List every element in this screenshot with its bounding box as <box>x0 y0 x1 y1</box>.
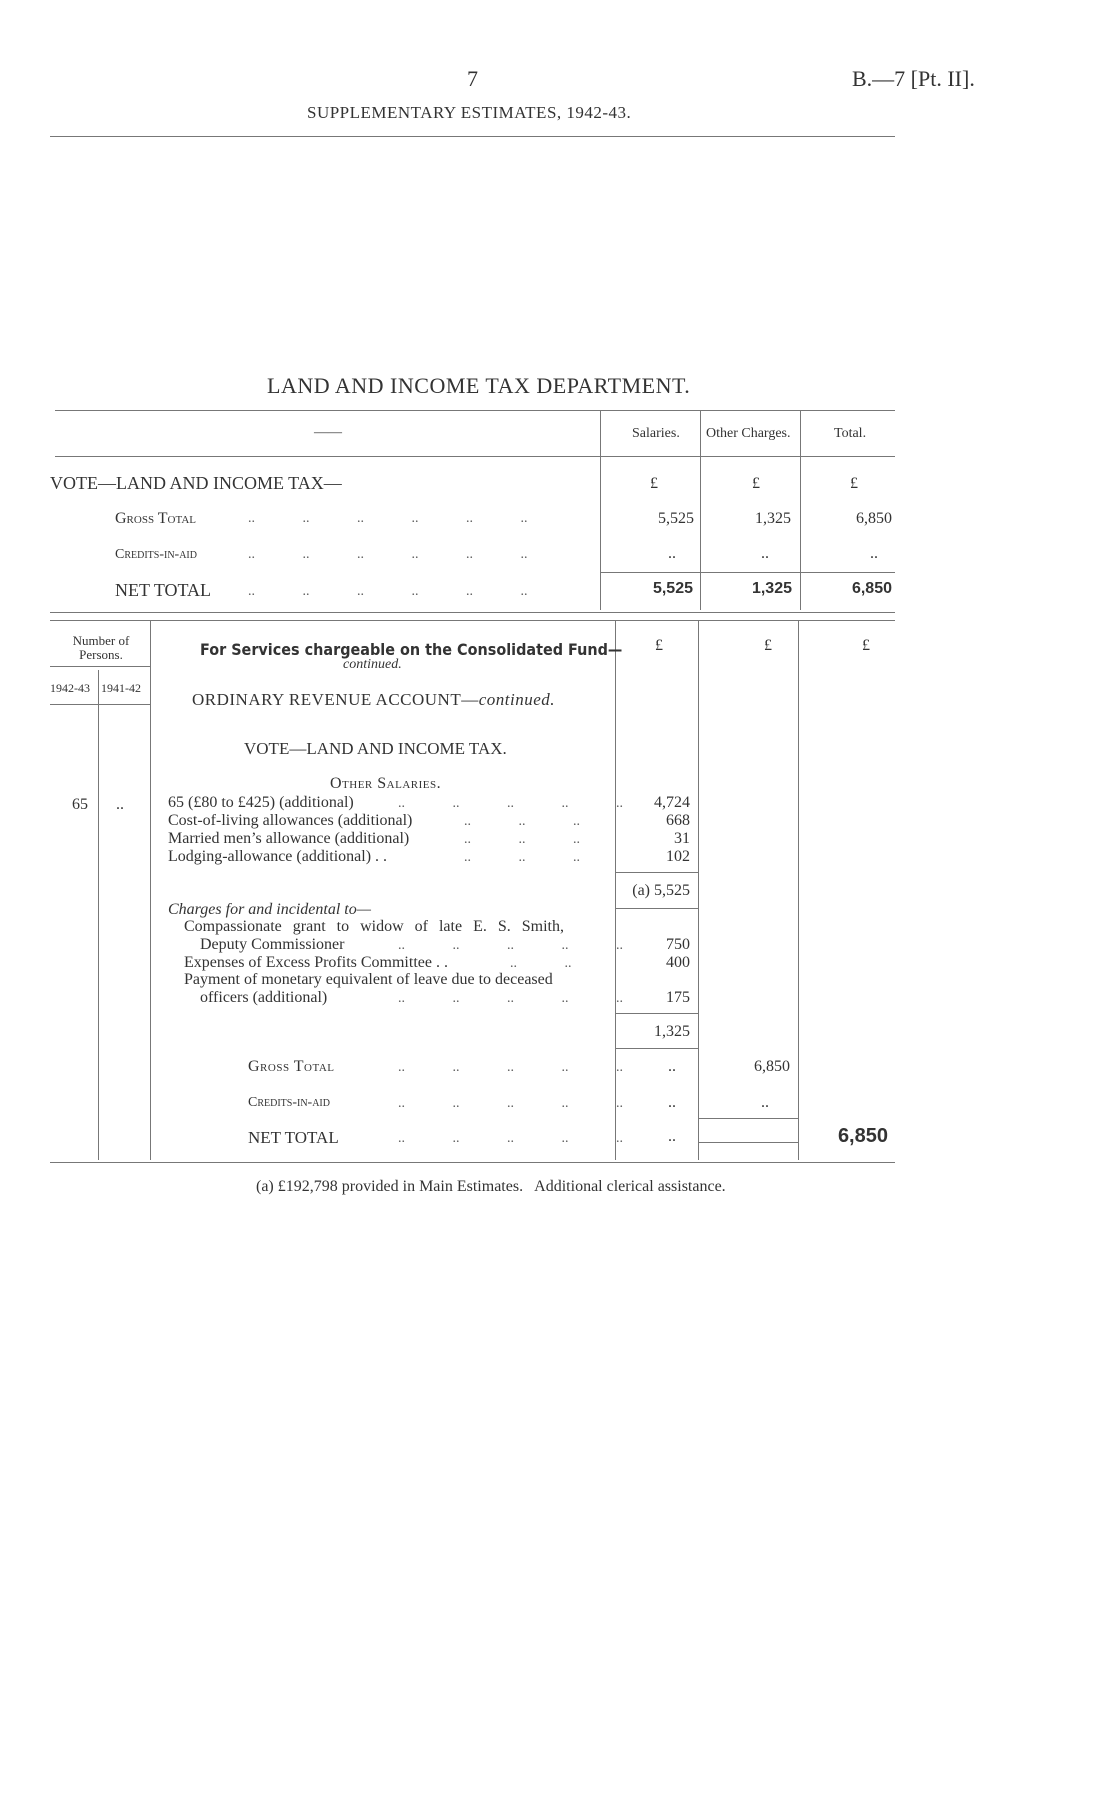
col-rule <box>600 410 601 610</box>
pound-sign: £ <box>650 475 658 492</box>
col-rule <box>700 410 701 610</box>
charge-item-line1: Expenses of Excess Profits Committee . . <box>184 954 448 971</box>
persons-count-1942: 65 <box>72 796 88 813</box>
summary-col-total: Total. <box>834 426 867 441</box>
salary-item-value: 31 <box>674 830 690 847</box>
summary-header-rule <box>55 456 895 457</box>
gross-total-label: Gross Total <box>248 1058 335 1075</box>
leader-dots: .. .. <box>510 956 572 971</box>
leader-dots: .. .. .. .. .. <box>398 796 623 811</box>
year-1942-43: 1942-43 <box>50 681 90 695</box>
credits-col2: .. <box>761 1094 769 1111</box>
persons-header-rule <box>50 666 150 667</box>
summary-salaries-value: .. <box>668 545 676 562</box>
charge-item-line1: Compassionate grant to widow of late E. S. Smith, <box>184 918 564 935</box>
leader-dots: .. .. .. <box>464 850 580 865</box>
leader-dots: .. .. .. .. .. <box>398 1060 623 1075</box>
col-rule <box>800 410 801 610</box>
persons-count-1941: .. <box>116 796 124 813</box>
charge-item-line2: Deputy Commissioner <box>200 936 345 953</box>
net-total-rule <box>698 1118 798 1119</box>
subtotal-rule <box>615 872 698 873</box>
running-title: SUPPLEMENTARY ESTIMATES, 1942-43. <box>307 103 632 122</box>
vote-title: VOTE—LAND AND INCOME TAX. <box>244 739 507 758</box>
pound-sign: £ <box>850 475 858 492</box>
summary-other-value: 1,325 <box>755 510 791 527</box>
net-total-col1: .. <box>668 1128 676 1145</box>
summary-row-label: Credits-in-aid <box>115 547 197 562</box>
account-title <box>192 690 555 710</box>
summary-other-value: .. <box>761 545 769 562</box>
col-rule <box>98 670 99 1160</box>
charge-item-value: 175 <box>666 989 690 1006</box>
col-rule <box>698 620 699 1160</box>
leader-dots: .. .. .. .. .. <box>398 991 623 1006</box>
summary-col-other-charges: Other Charges. <box>706 426 791 441</box>
leader-dots: .. .. .. .. .. .. <box>248 584 528 599</box>
pound-sign: £ <box>764 637 772 654</box>
salary-item-label: 65 (£80 to £425) (additional) <box>168 794 354 811</box>
subtotal-rule <box>615 908 698 909</box>
detail-bottom-rule <box>50 1162 895 1163</box>
net-total-label: NET TOTAL <box>248 1128 339 1147</box>
summary-col-salaries: Salaries. <box>632 426 680 441</box>
salary-item-label: Married men’s allowance (additional) <box>168 830 410 847</box>
summary-salaries-value: 5,525 <box>658 510 694 527</box>
salary-item-value: 668 <box>666 812 690 829</box>
department-title: LAND AND INCOME TAX DEPARTMENT. <box>267 373 691 398</box>
leader-dots: .. .. .. .. .. .. <box>248 511 528 526</box>
salary-item-label: Lodging-allowance (additional) . . <box>168 848 388 865</box>
salary-item-label: Cost-of-living allowances (additional) <box>168 812 413 829</box>
page-number: 7 <box>467 66 478 91</box>
persons-header: Number of Persons. <box>72 633 130 662</box>
subtotal-rule <box>615 1013 698 1014</box>
charge-item-line1: Payment of monetary equivalent of leave due to deceased <box>184 971 553 988</box>
account-title-text: ORDINARY REVENUE ACCOUNT— <box>192 690 479 709</box>
col-rule <box>615 620 616 1160</box>
leader-dots: .. .. .. .. .. .. <box>248 547 528 562</box>
subtotal-rule <box>615 1048 698 1049</box>
col-rule <box>798 620 799 1160</box>
charge-item-line2: officers (additional) <box>200 989 328 1006</box>
pound-sign: £ <box>862 637 870 654</box>
summary-other-value: 1,325 <box>751 580 792 597</box>
leader-dots: .. .. .. <box>464 832 580 847</box>
net-total-rule <box>600 572 895 573</box>
col-rule <box>150 620 151 1160</box>
net-total-rule <box>698 1142 798 1143</box>
gross-total-col1: .. <box>668 1058 676 1075</box>
pound-sign: £ <box>655 637 663 654</box>
summary-total-value: 6,850 <box>851 580 892 597</box>
summary-total-value: .. <box>870 545 878 562</box>
salary-item-value: 102 <box>666 848 690 865</box>
leader-dots: .. .. .. .. .. <box>398 1131 623 1146</box>
summary-salaries-value: 5,525 <box>652 580 693 597</box>
summary-col-dash: —— <box>314 425 342 440</box>
charges-heading: Charges for and incidental to— <box>168 901 371 918</box>
years-rule <box>50 704 150 705</box>
summary-bottom-rule <box>50 612 895 613</box>
services-title: For Services chargeable on the Consolidated Fund— <box>200 640 623 659</box>
document-reference: B.—7 [Pt. II]. <box>852 66 975 91</box>
pound-sign: £ <box>752 475 760 492</box>
net-total-value: 6,850 <box>837 1125 888 1147</box>
summary-top-rule <box>55 410 895 411</box>
detail-top-rule <box>50 620 895 621</box>
leader-dots: .. .. .. .. .. <box>398 1096 623 1111</box>
credits-col1: .. <box>668 1094 676 1111</box>
other-salaries-heading: Other Salaries. <box>330 775 442 792</box>
charge-item-value: 400 <box>666 954 690 971</box>
footnote: (a) £192,798 provided in Main Estimates. Additional clerical assistance. <box>256 1178 726 1195</box>
year-1941-42: 1941-42 <box>101 681 141 695</box>
header-rule <box>50 136 895 137</box>
credits-label: Credits-in-aid <box>248 1095 330 1110</box>
charge-item-value: 750 <box>666 936 690 953</box>
summary-row-label: NET TOTAL <box>115 580 212 600</box>
gross-total-col2: 6,850 <box>754 1058 790 1075</box>
leader-dots: .. .. .. .. .. <box>398 938 623 953</box>
salary-subtotal: (a) 5,525 <box>632 882 690 899</box>
leader-dots: .. .. .. <box>464 814 580 829</box>
summary-vote-title: VOTE—LAND AND INCOME TAX— <box>50 473 342 493</box>
summary-row-label: Gross Total <box>115 510 197 527</box>
summary-total-value: 6,850 <box>856 510 892 527</box>
charges-subtotal: 1,325 <box>654 1023 690 1040</box>
salary-item-value: 4,724 <box>654 794 690 811</box>
account-title-continued: continued. <box>478 690 556 709</box>
services-continued: continued. <box>343 657 402 672</box>
